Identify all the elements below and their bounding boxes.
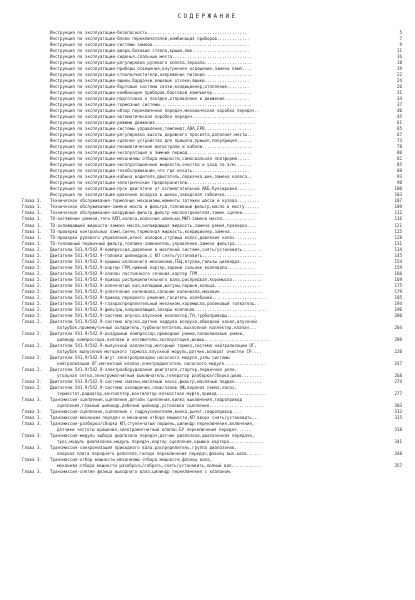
toc-chapter-label: Глава 3. (22, 421, 42, 427)
toc-entry-text: термостат,радиатор,вентилятор,вентилятор-вязкостная муфта,привод.................... (57, 390, 267, 396)
toc-entry-text: Инструкция по эксплуатации-эксплуатационные жидкости,очистка и уход за а/м....... (50, 162, 252, 168)
toc-entry-text: цилиндр компрессора,колпаки и натяжители,эксплуатация,шкивы.......................... (57, 336, 269, 342)
toc-chapter-label: Глава 3. (22, 457, 42, 463)
toc-entry-text: Двигатели 541.9/542.9-уплотнение коленвала,сальник коленвала,маховик................. (50, 288, 262, 294)
toc-page-number: 169 (394, 276, 402, 282)
toc-entry-text: Двигатели 541.9/542.9-жгут электропроводки насосного модуля,узлы системы (50, 354, 230, 360)
toc-entry-text: Двигатели 541.9/542.9-фильтры,направляющие,зазоры клапанов............................. (50, 306, 267, 312)
toc-entry-text: Двигатели 541.9/542.9-система охлаждения,слив/залив ОЖ,водяная помпа,насос, (50, 384, 237, 390)
toc-entry-text: Инструкция по эксплуатации-техобслуживание,что где искать....................... (50, 168, 250, 174)
toc-page-number: 26 (397, 84, 402, 90)
toc-entry-text: патрубок выпускной моторного тормоза,впускной модуль,датчик,возврат очистки СР.... (57, 348, 262, 354)
toc-entry-text: Трансмиссия-сцепление,сцепление,детали сцепления,вилка выключения,гидропривод (50, 396, 242, 402)
toc-entry-text: Инструкция по эксплуатации-электрические предохранители......................... (50, 180, 250, 186)
toc-chapter-label: Глава 3. (22, 408, 42, 414)
toc-page-number: 277 (394, 390, 402, 396)
toc-page-number: 128 (394, 234, 402, 240)
toc-page-number: 34 (397, 96, 402, 102)
toc-entry-text: Инструкция по эксплуатации-автоматическая коробка передач......................... (50, 114, 255, 120)
page-title: СОДЕРЖАНИЕ (177, 13, 238, 20)
toc-entry-text: патрубок,промежуточный охладитель,турбонагнетатель,выхлопной коллектор,клапан... (57, 324, 257, 330)
toc-page-number: 98 (397, 180, 402, 186)
toc-page-number: 80 (397, 150, 402, 156)
toc-chapter-label: Глава 1. (22, 216, 42, 222)
toc-page-number: 67 (397, 132, 402, 138)
toc-page-number: 37 (397, 102, 402, 108)
toc-page-number: 185 (394, 294, 402, 300)
toc-chapter-label: Глава 2. (22, 258, 42, 264)
toc-entry-text: Трансмиссия-снятие фланца выходного вала,цилиндр переключения с клапаном, (50, 469, 232, 475)
toc-page-number: 166 (394, 270, 402, 276)
toc-entry-text: Инструкция по эксплуатации-эксплуатация в зимний период.......................... (50, 150, 252, 156)
toc-page-number: 247 (394, 360, 402, 366)
toc-entry-text: Инструкция по эксплуатации-комбинация приборов,бортовой компьютер................ (50, 90, 252, 96)
toc-chapter-label: Глава 2. (22, 294, 42, 300)
toc-page-number: 16 (397, 54, 402, 60)
toc-entry-text: Инструкция по эксплуатации-бортовые системы связи,кондиционер,отопление......... (50, 84, 250, 90)
toc-entry-text: Двигатели 541.9/542.9-коленчатый вал,вкладыши,шатуны,поршни,кольца.................. (50, 282, 260, 288)
toc-page-number: 341 (394, 439, 402, 445)
toc-page-number: 112 (394, 210, 402, 216)
toc-chapter-label: Глава 2. (22, 306, 42, 312)
toc-page-number: 45 (397, 114, 402, 120)
toc-chapter-label: Глава 1. (22, 198, 42, 204)
toc-entry-text: Инструкция по эксплуатации-двери,боковые стекла,крыша,люк....................... (50, 48, 250, 54)
toc-entry-text: ТО-проверка рулевого управления,износ колодок,ступицы колес,давление колес......... (50, 234, 257, 240)
toc-page-number: 274 (394, 378, 402, 384)
toc-entry-text: Трансмиссия-модуль выбора диапазона передач,датчик диапазона,диапазонная передача, (50, 433, 255, 439)
toc-entry-text: Двигатели 541.9/542.9-клапан постоянного сечения,картер ГРМ........................... (50, 270, 265, 276)
toc-entry-text: Инструкция по эксплуатации-блоки переключателей,комбинация приборов............. (50, 36, 250, 42)
toc-entry (22, 469, 402, 475)
toc-page-number: 61 (397, 120, 402, 126)
toc-page-number: 11 (397, 48, 402, 54)
toc-entry-text: Трансмиссия-синхронизация приводного вала,распределитель,группа диапазонов, (50, 445, 237, 451)
toc-entry-text: ТО-натяжение ремней,тяги КПП,колеса,колесные шпильки,МКП-замена масла............. (50, 216, 255, 222)
toc-entry-text: Техническое обслуживание-замена масла и фильтра,топливный фильтр,масло в мосту...... (50, 204, 260, 210)
toc-page-number: 109 (394, 204, 402, 210)
toc-page-number: 73 (397, 138, 402, 144)
toc-chapter-label: Глава 1. (22, 240, 42, 246)
toc-page-number: 125 (394, 228, 402, 234)
toc-entry-text: Инструкция по эксплуатации-регулировка рулевого колеса,зеркала................... (50, 60, 252, 66)
toc-chapter-label: Глава 2. (22, 354, 42, 360)
toc-chapter-label: Глава 1. (22, 222, 42, 228)
toc-entry-text: ТО-охлаждающей жидкости-замена масла,охлаждающая жидкость,замена ремня,проверка.... (50, 222, 257, 228)
toc-entry-text: Трансмиссия-механизм передач и механизм отбора мощности,КП вверх снять/установить... (50, 415, 260, 420)
toc-entry-text: угольная сетка,электромагнитный выключатель,генератор разборка/сборка,шкив........ (57, 372, 262, 378)
toc-entry-text: Двигатели 541.9/542.9-крышки клапанного механизма,ГБЦ,втулки,гильзы цилиндра....... (50, 258, 257, 264)
toc-page-number: 93 (397, 174, 402, 180)
toc-chapter-label: Глава 2. (22, 318, 42, 324)
toc-chapter-label: Глава 3. (22, 415, 42, 420)
toc-page-number: 318 (394, 427, 402, 433)
toc-entry-text: Трансмиссия-разборка/сборка КП,ступенчатый поршень,цилиндр переключения,включения, (50, 421, 255, 427)
toc-entry-text: Двигатели 541.9/542.9-выпускной коллектор,моторный тормоз,система нейтрализации ОГ, (50, 342, 257, 348)
toc-entry-text: Инструкция по эксплуатации-режимы движения........................................ (50, 120, 255, 126)
toc-chapter-label: Глава 2. (22, 342, 42, 348)
toc-entry-text: нейтрализации ОГ,магнитный клапан,электродвигатель насосного модуля................. (57, 360, 267, 366)
toc-chapter-label: Глава 3. (22, 433, 42, 439)
toc-chapter-label: Глава 2. (22, 366, 42, 372)
toc-entry-text: Инструкция по эксплуатации-кабина водителя,двигатель,подкачка шин,замена колеса.. (50, 174, 252, 180)
toc-entry-text: Двигатели 541.9/542.9-картер ГРМ,нижний картер,задний сальник коленвала........... (50, 264, 255, 270)
toc-page-number: 131 (394, 240, 402, 246)
toc-entry-text: механизм отбора мощности разобрать/собрать,снять/установить,полный вал............ (57, 463, 262, 469)
toc-entry-text: опорная плита переднего делителя,гнездо переключения передач,фланец вых.вала...... (57, 451, 262, 457)
toc-entry-text: Двигатели 541.9/542.9-головка цилиндров,с КП снять/установить........................ (50, 252, 262, 258)
toc-page-number: 204 (394, 324, 402, 330)
toc-entry-text: Инструкция по эксплуатации-ящики,бардачки,вещевые отсеки,ящики.................. (50, 78, 250, 84)
toc-chapter-label: Глава 2. (22, 252, 42, 258)
toc-page-number: 268 (394, 372, 402, 378)
toc-chapter-label: Глава 1. (22, 210, 42, 216)
toc-entry-text: Инструкция по эксплуатации-стеклоочистители,напряжение питания................... (50, 72, 252, 78)
toc-page-number: 196 (394, 306, 402, 312)
toc-entry-text: Инструкция по эксплуатации-пневматические магистрали и кабели.................... (50, 144, 252, 150)
toc-entry-text: Техническое обслуживание-воздушный фильтр,фильтр маслоотделителя,замок сцепки....... (50, 210, 260, 216)
toc-page-number: 134 (394, 246, 402, 252)
toc-chapter-label: Глава 2. (22, 276, 42, 282)
toc-page-number: 121 (394, 222, 402, 228)
toc-page-number: 82 (397, 156, 402, 162)
toc-entry-text: Трансмиссия-сцепление,сцепление с гидроусилителем,вилка,рычаг,гидропривод.... (50, 408, 242, 414)
toc-entry-text: Двигатели 541.9/542.9-система впуска,датчик наддува воздуха,обводной канал,впускной (50, 318, 257, 324)
toc-page-number: 159 (394, 264, 402, 270)
toc-entry-text: Инструкция по эксплуатации-сиденья,спальные места................................ (50, 54, 252, 60)
toc-page-number: 154 (394, 258, 402, 264)
toc-chapter-label: Глава 1. (22, 234, 42, 240)
toc-entry-text: Трансмиссия-отбор мощности,механизмы отбора мощности,фланец вала, (50, 457, 213, 463)
toc-page-number: 18 (397, 60, 402, 66)
toc-chapter-label: Глава 1. (22, 204, 42, 210)
toc-entry-text: Двигатели 541.9/542.9-газораспределительный механизм,коромысла,роликовый толкатель.. (50, 300, 260, 306)
toc-page-number: 5 (399, 30, 402, 35)
toc-entry-text: Двигатели 541.9/542.9-привод переднего решения,гаситель колебаний...................... (50, 294, 267, 300)
toc-page-number: 313 (394, 408, 402, 414)
toc-page-number: 31 (397, 90, 402, 96)
toc-chapter-label: Глава 3. (22, 396, 42, 402)
toc-page-number: 7 (399, 36, 402, 42)
toc-entry-text: Двигатели 541.9/542.9-электрооборудование двигателя,стартер,первичное реле, (50, 366, 237, 372)
toc-page-number: 100 (394, 186, 402, 192)
toc-entry-text: сцепления,главный цилиндр,рабочий цилиндр,установка сцепления...................... (57, 402, 264, 408)
toc-page-number: 85 (397, 162, 402, 168)
toc-entry-text: Двигатели 541.9/542.9-система смазки,масляный насос,фильтр,масляный поддон........... (50, 378, 262, 384)
toc-entry-text: Двигатели 541.9/542.9-воздушный компрессор,приводные ремни,поликлиновые ремни, (50, 330, 245, 336)
toc-chapter-label: Глава 2. (22, 384, 42, 390)
toc-page-number: 88 (397, 168, 402, 174)
toc-chapter-label: Глава 1. (22, 228, 42, 234)
toc-chapter-label: Глава 2. (22, 378, 42, 384)
toc-page-number: 200 (394, 312, 402, 318)
toc-page-number: 348 (394, 451, 402, 457)
toc-page-number: 357 (394, 463, 402, 469)
toc-entry-text: Инструкция по эксплуатации-давление воздуха в шинах,заводская табличка........... (50, 192, 252, 198)
toc-entry-text: трос,модуль диапазонов,модуль передач,картер сцепления,крышка картера.............. (57, 439, 264, 445)
toc-entry-text: Инструкция по эксплуатации-системы замков....................................... (50, 42, 250, 48)
toc-entry-text: Двигатели 541.9/542.9-система впуска,впускной коллектор,ТН,турбоприводы............ (50, 312, 257, 318)
toc-page-number: 209 (394, 336, 402, 342)
toc-entry-text: Инструкция по эксплуатации-безопасность........................................ (50, 30, 247, 35)
toc-entry-text: Инструкция по эксплуатации-подготовка к поездке,отправление и движение.......... (50, 96, 250, 102)
table-of-contents (22, 30, 402, 475)
toc-entry-text: Инструкция по эксплуатации-механизмы отбора мощности,самосвальная платформа..... (50, 156, 250, 162)
toc-page-number: 179 (394, 288, 402, 294)
toc-entry-text: Двигатели 541.9/542.9-компрессия,давление в масляной системе,снять/установить........ (50, 246, 262, 252)
toc-page-number: 220 (394, 348, 402, 354)
toc-chapter-label: Глава 3. (22, 445, 42, 451)
toc-entry-text: Инструкция по эксплуатации-системы управления,темпомат,ABA,EPB................... (50, 126, 252, 132)
toc-entry-text: Инструкция по эксплуатации-регулировка высоты дорожного просвета,дополнит.мосты... (50, 132, 255, 138)
toc-page-number: 24 (397, 78, 402, 84)
toc-entry-text: датчики частоты вращения,электромагнитный клапан,БУ переключения передач...... (57, 427, 252, 433)
toc-entry-text: Инструкция по эксплуатации-обзор переключения передач,механическая коробка передач.. (50, 108, 260, 114)
toc-page-number: 145 (394, 252, 402, 258)
toc-entry-text: Инструкция по эксплуатации-тормозные системы..................................... (50, 102, 252, 108)
toc-page-number: 103 (394, 192, 402, 198)
toc-page-number: 78 (397, 144, 402, 150)
toc-chapter-label: Глава 2. (22, 312, 42, 318)
toc-page-number: 65 (397, 126, 402, 132)
toc-page-number: 22 (397, 72, 402, 78)
toc-page-number: 303 (394, 402, 402, 408)
toc-page-number: 315 (394, 415, 402, 420)
toc-page-number: 9 (399, 42, 402, 48)
toc-chapter-label: Глава 2. (22, 300, 42, 306)
toc-page-number: 19 (397, 66, 402, 72)
toc-entry-text: ТО-топливный первичный фильтр,топливо-заменитель,управление,замена фильтра......... (50, 240, 257, 246)
toc-chapter-label: Глава 2. (22, 330, 42, 336)
toc-entry-text: Инструкция по эксплуатации-приборы освещения,внутреннее освещение,замена ламп.... (50, 66, 252, 72)
toc-chapter-label: Глава 2. (22, 264, 42, 270)
toc-chapter-label: Глава 3. (22, 469, 42, 475)
toc-page-number: 175 (394, 282, 402, 288)
toc-chapter-label: Глава 2. (22, 270, 42, 276)
toc-chapter-label: Глава 2. (22, 282, 42, 288)
toc-entry-text: Инструкция по эксплуатации-пуск двигателя от вспомогательной АКБ,буксировка....... (50, 186, 255, 192)
toc-chapter-label: Глава 2. (22, 246, 42, 252)
toc-chapter-label: Глава 2. (22, 288, 42, 294)
toc-page-number: 107 (394, 198, 402, 204)
toc-page-number: 194 (394, 300, 402, 306)
toc-entry-text: Техническое обслуживание-тормозные механизмы,моменты затяжки шасси и кузова......... (50, 198, 260, 204)
toc-page-number: 40 (397, 108, 402, 114)
toc-entry-text: Двигатели 541.9/542.9-привод распределительного вала,распредвал,коромысла............ (50, 276, 262, 282)
toc-page-number: 116 (394, 216, 402, 222)
toc-entry-text: ТО-проверка контрольных ламп,свечи,тормозная жидкость,кондиционер,замена........... (50, 228, 257, 234)
toc-entry-text: Инструкция по эксплуатации-сцепное устройство для прицепа,прицеп,полуприцеп...... (50, 138, 252, 144)
